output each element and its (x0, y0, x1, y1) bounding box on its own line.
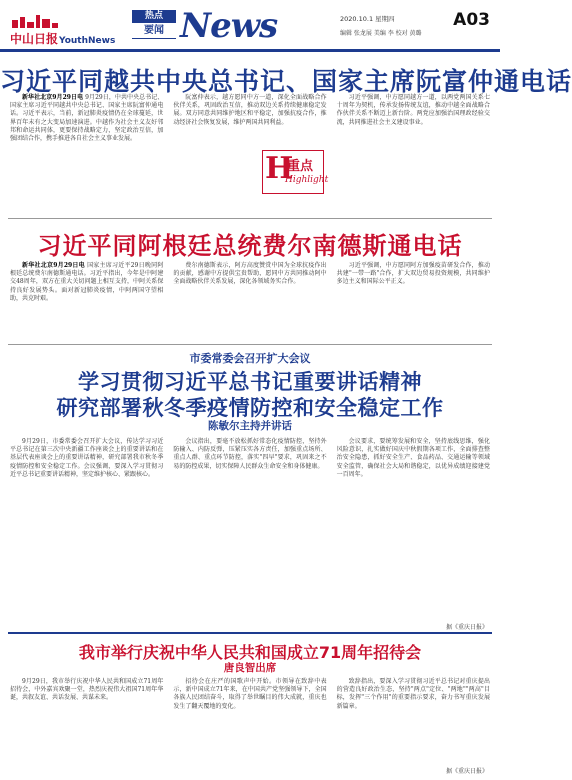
story1-text: 9月29日，中共中央总书记、国家主席习近平同越共中央总书记、国家主席阮富仲通电话。习近平表示，当前，新冠肺炎疫情仍在全球蔓延，世界百年未有之大变局加速演进。中越作为社会主义友好邻邦和命运共同体，更要保持战略定力，坚定政治互信，加强团结合作，携手推进各自社会主义事业发展。 (10, 94, 164, 143)
highlight-badge (262, 150, 329, 194)
section-tag-top: 热点 (132, 10, 176, 23)
story3-source: 据《重庆日报》 (445, 624, 488, 631)
story3-column (10, 438, 163, 616)
masthead-rule (0, 49, 500, 52)
story4-text: 9月29日，我市举行庆祝中华人民共和国成立71周年招待会，中外嘉宾欢聚一堂，热烈庆祝伟大祖国71周年华诞，共叙友谊、共话发展、共谋未来。 (10, 678, 164, 702)
story4-headline: 我市举行庆祝中华人民共和国成立71周年招待会 (78, 643, 422, 662)
story3-headline-line2: 研究部署秋冬季疫情防控和安全稳定工作 (56, 396, 444, 420)
story3-text: 会议指出，要毫不放松抓好常态化疫情防控，坚持外防输入、内防反弹，压紧压实各方责任，加强重点场所、重点人群、重点环节防控，落实"四早"要求，巩固来之不易的防控成果，切实保障人民群众生命安全和身体健康。 (173, 438, 327, 470)
story2-headline: 习近平同阿根廷总统费尔南德斯通电话 (37, 232, 463, 260)
story2-body (10, 262, 490, 340)
story2-column (173, 262, 326, 340)
story1-body (10, 94, 490, 212)
highlight-h-icon: H (265, 151, 294, 186)
brand-english: YouthNews (59, 36, 116, 46)
brand-name (10, 30, 115, 47)
story4-text: 致辞指出，要深入学习贯彻习近平总书记对重庆提出的营造良好政治生态，坚持"两点"定位、"两地""两高"目标，发挥"三个作用"的重要指示要求，奋力书写重庆发展新篇章。 (336, 678, 490, 710)
story3-text: 会议要求，要统筹发展和安全，坚持底线思维，强化风险意识，扎实做好国庆中秋假期各项工作，全面排查整治安全隐患，抓好安全生产、食品药品、交通运输等领域安全监管，确保社会大局和谐稳定，以优异成绩迎接建党一百周年。 (336, 438, 490, 478)
page-number: A03 (453, 10, 490, 30)
story1-text: 阮富仲表示，越方愿同中方一道，深化全面战略合作伙伴关系，巩固政治互信，推动双边关系持续健康稳定发展。双方同意共同维护地区和平稳定，加强抗疫合作，推动经济社会恢复发展，维护两国共同利益。 (173, 94, 327, 126)
story2-column (10, 262, 163, 340)
story1-column (10, 94, 163, 212)
story2-text: 费尔南德斯表示，阿方高度赞赏中国为全球抗疫作出的贡献，感谢中方提供宝贵帮助，愿同中方共同推动阿中全面战略伙伴关系发展，深化各领域务实合作。 (173, 262, 327, 286)
story4-column (173, 678, 326, 764)
story3-column (173, 438, 326, 616)
highlight-badge-text: 重点 (287, 159, 314, 174)
story4-text: 招待会在庄严的国歌声中开始。市领导在致辞中表示，新中国成立71年来，在中国共产党坚强领导下，全国各族人民团结奋斗，取得了举世瞩目的伟大成就，重庆也发生了翻天覆地的变化。 (173, 678, 327, 710)
brand-chinese: 中山日报 (10, 32, 59, 46)
story3-headline-line1: 学习贯彻习近平总书记重要讲话精神 (78, 370, 422, 394)
section-tag-bottom: 要闻 (132, 23, 176, 39)
story3-column (337, 438, 490, 616)
story4-body (10, 678, 490, 764)
divider (8, 218, 492, 219)
masthead-info (340, 10, 490, 48)
section-title: News (180, 6, 278, 46)
skyline-icon (10, 14, 128, 28)
story2-text: 国家主席习近平29日晚同阿根廷总统费尔南德斯通电话。习近平指出，今年是中阿建交48周年，双方在重大关切问题上相互支持，中阿关系保持良好发展势头。面对新冠肺炎疫情，中阿两国守望相助，共克时艰。 (10, 262, 164, 302)
story4-source: 据《重庆日报》 (445, 768, 488, 775)
highlight-badge-english: Highlight (285, 175, 329, 185)
editor-credits: 编辑 张龙展 美编 李 校对 黄璐 (340, 30, 422, 37)
divider (8, 344, 492, 345)
section-tag (132, 10, 176, 46)
story2-column (337, 262, 490, 340)
masthead (0, 0, 500, 60)
story3-byline: 陈敏尔主持并讲话 (208, 420, 292, 432)
newspaper-logo (10, 10, 130, 50)
story1-text: 习近平强调，中方愿同越方一道，以两党两国关系七十周年为契机，传承发扬传统友谊，推动中越全面战略合作伙伴关系不断迈上新台阶。两党应加强治国理政经验交流，共同推进社会主义建设事业。 (336, 94, 490, 126)
story3-body (10, 438, 490, 616)
story3-kicker: 市委常委会召开扩大会议 (189, 352, 311, 365)
story1-column (337, 94, 490, 212)
divider (8, 632, 492, 634)
story4-byline: 唐良智出席 (223, 662, 277, 674)
story4-column (337, 678, 490, 764)
story4-column (10, 678, 163, 764)
issue-date: 2020.10.1 星期四 (340, 15, 395, 23)
story2-dateline: 新华社北京9月29日电 (22, 262, 85, 269)
story1-dateline: 新华社北京9月29日电 (22, 94, 84, 101)
story1-headline: 习近平同越共中央总书记、国家主席阮富仲通电话 (0, 67, 572, 96)
story3-text: 9月29日，市委常委会召开扩大会议，传达学习习近平总书记在第三次中央新疆工作座谈会上的重要讲话和在基层代表座谈会上的重要讲话精神，研究部署我市秋冬季疫情防控和安全稳定工作。会议强调，要深入学习贯彻习近平总书记重要讲话精神，坚定维护核心、紧跟核心。 (10, 438, 164, 478)
story2-text: 习近平强调，中方愿同阿方加强疫苗研发合作，推动共建"一带一路"合作，扩大双边贸易投资规模，共同维护多边主义和国际公平正义。 (336, 262, 490, 286)
